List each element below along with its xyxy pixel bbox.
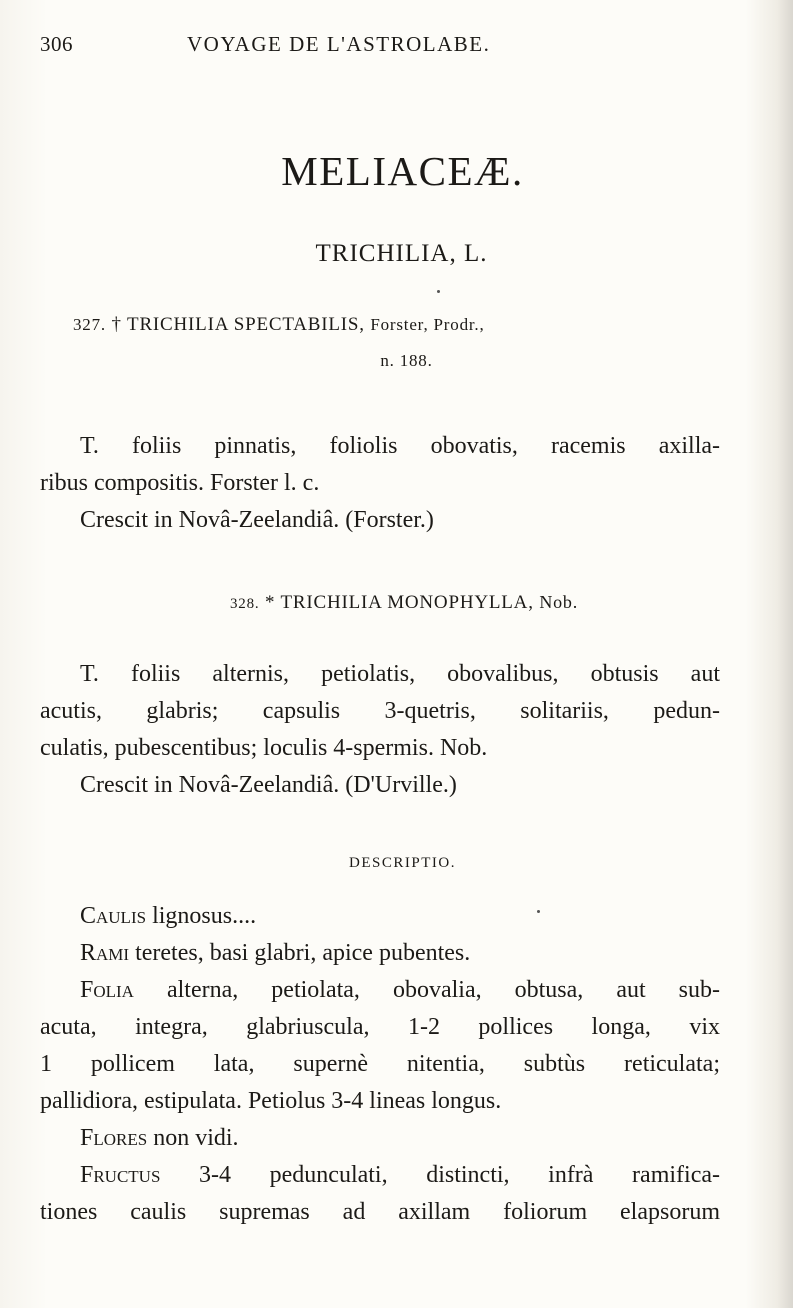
species-name: TRICHILIA MONOPHYLLA, <box>280 592 534 613</box>
description-line: T. foliis alternis, petiolatis, obovalibus, obtusis aut <box>80 661 720 687</box>
description-line: T. foliis pinnatis, foliolis obovatis, racemis axilla- <box>80 433 720 459</box>
habitat-line: Crescit in Novâ-Zeelandiâ. (D'Urville.) <box>80 772 457 798</box>
asterisk-mark: * <box>264 592 276 613</box>
species-reference <box>0 350 793 372</box>
dagger-mark: † <box>111 314 122 335</box>
rami-term: Rami <box>80 940 130 966</box>
species-number: 328. <box>229 596 260 612</box>
species-authority: Nob. <box>539 592 579 612</box>
folia-line: 1 pollicem lata, supernè nitentia, subtùs reticulata; <box>40 1051 720 1077</box>
species-heading-327 <box>73 314 485 336</box>
rami-text: teretes, basi glabri, apice pubentes. <box>135 940 471 966</box>
fructus-term: Fructus <box>80 1162 161 1188</box>
folia-line: acuta, integra, glabriuscula, 1-2 pollices longa, vix <box>40 1014 720 1040</box>
species-description-327 <box>40 428 720 539</box>
page-header <box>40 30 760 60</box>
fructus-line: tiones caulis supremas ad axillam foliorum elapsorum <box>40 1199 720 1225</box>
print-speck <box>437 290 440 293</box>
descriptio-body <box>40 898 720 1231</box>
folia-line <box>80 972 720 1009</box>
genus-title: TRICHILIA, L. <box>315 240 488 267</box>
flores-text: non vidi. <box>153 1125 239 1151</box>
folia-line: pallidiora, estipulata. Petiolus 3-4 lineas longus. <box>40 1088 502 1114</box>
running-title: VOYAGE DE L'ASTROLABE. <box>187 32 491 56</box>
page-number: 306 <box>40 32 73 56</box>
folia-text: alterna, petiolata, obovalia, obtusa, aut sub- <box>166 977 720 1003</box>
species-authority: Forster, Prodr., <box>370 315 485 334</box>
species-description-328 <box>40 656 720 804</box>
family-title: MELIACEÆ. <box>281 148 524 194</box>
species-name: TRICHILIA SPECTABILIS, <box>127 314 365 335</box>
reference-text: n. 188. <box>380 351 433 370</box>
caulis-text: lignosus.... <box>152 903 257 929</box>
flores-term: Flores <box>80 1125 148 1151</box>
description-line: acutis, glabris; capsulis 3-quetris, solitariis, pedun- <box>40 698 720 724</box>
descriptio-heading: DESCRIPTIO. <box>349 855 456 871</box>
species-number: 327. <box>73 315 106 334</box>
fructus-text: 3-4 pedunculati, distincti, infrà ramifica- <box>199 1162 720 1188</box>
caulis-line <box>80 898 720 935</box>
description-line: ribus compositis. Forster l. c. <box>40 470 320 496</box>
description-line: culatis, pubescentibus; loculis 4-spermis. Nob. <box>40 735 488 761</box>
flores-line <box>80 1120 720 1157</box>
folia-term: Folia <box>80 977 134 1003</box>
species-heading-328 <box>0 592 793 614</box>
habitat-line: Crescit in Novâ-Zeelandiâ. (Forster.) <box>80 507 434 533</box>
rami-line <box>80 935 720 972</box>
fructus-line <box>80 1157 720 1194</box>
caulis-term: Caulis <box>80 903 147 929</box>
